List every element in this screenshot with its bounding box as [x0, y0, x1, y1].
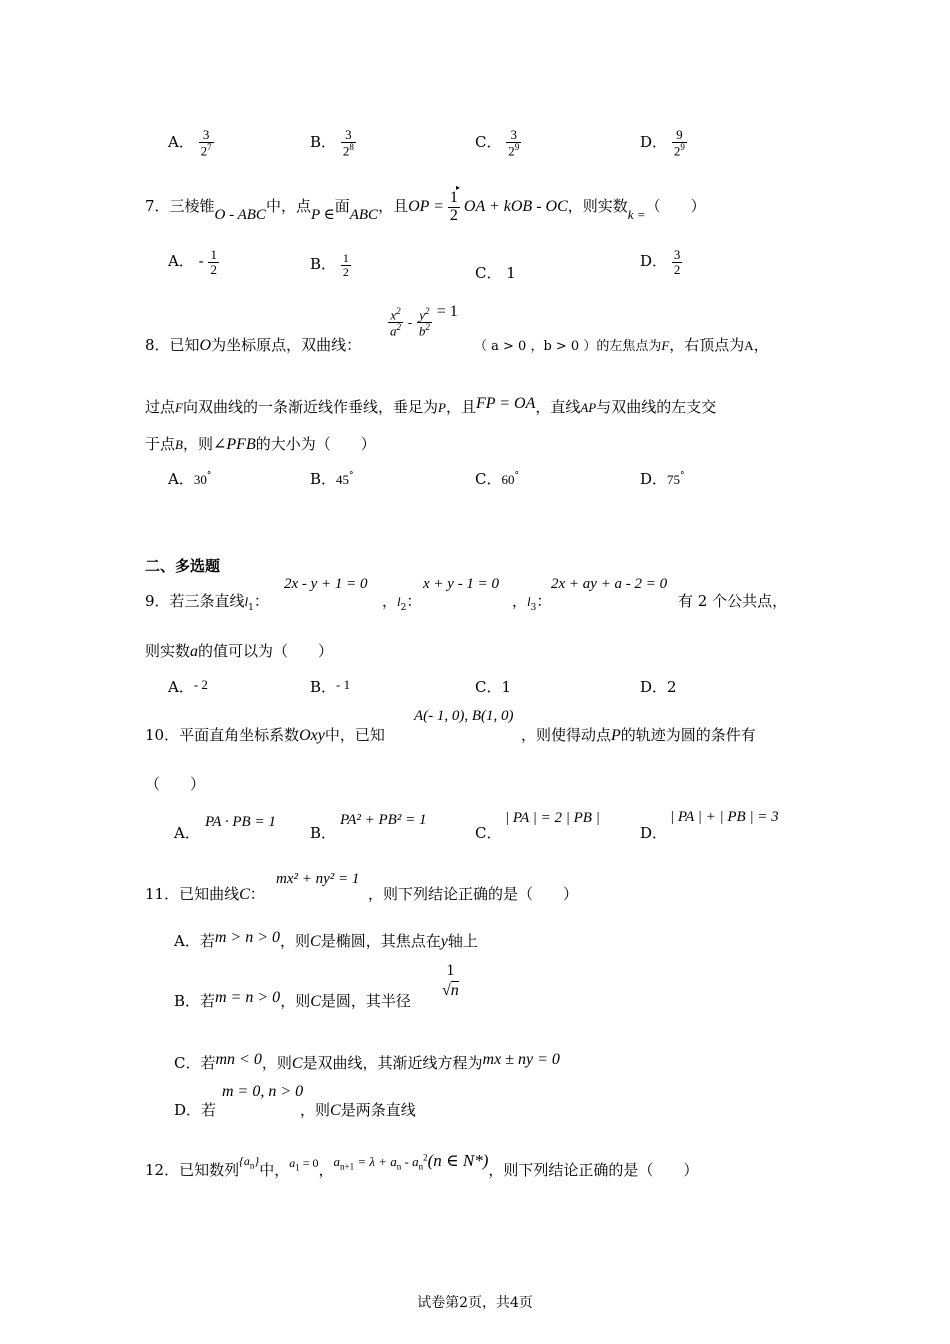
vector-equation: OP = $\frac{1}{2}$ OA + kOB - OC [408, 189, 568, 224]
section-heading: 二、多选题 [145, 557, 221, 575]
fraction: $\frac{3}{2^9}$ [508, 127, 520, 158]
radius-fraction: 1 √n [442, 962, 459, 999]
q8-line1-rest: （ a > 0 ，b > 0 ）的左焦点为F，右顶点为A， [474, 336, 769, 354]
q11-option-a[interactable]: A．若m > n > 0，则C是椭圆，其焦点在y轴上 [174, 929, 478, 950]
q9-option-d[interactable]: D．2 [640, 678, 677, 696]
option-label: D． [640, 132, 668, 151]
q10-line1: 10．平面直角坐标系数Oxy中，已知 [145, 726, 385, 744]
points-ab: A(- 1, 0), B(1, 0) [414, 708, 514, 724]
q7-option-a[interactable]: A． - $\frac{1}{2}$ [168, 247, 217, 277]
q9-option-a[interactable]: A．- 2 [168, 677, 208, 696]
q10-option-c-label[interactable]: C． [475, 824, 502, 842]
q10-option-c-value: | PA | = 2 | PB | [505, 810, 600, 826]
option-label: C． [475, 132, 502, 151]
line-l2-equation: x + y - 1 = 0 [423, 576, 500, 592]
q8-option-d[interactable]: D．75° [640, 470, 685, 488]
option-label: A． [168, 132, 194, 151]
q10-option-a-label[interactable]: A． [174, 824, 200, 842]
q11-option-d-rest: ，则C是两条直线 [300, 1101, 416, 1119]
q10-option-a-value: PA · PB = 1 [205, 814, 276, 830]
q10-option-b-value: PA² + PB² = 1 [340, 812, 427, 828]
q8-option-c[interactable]: C．60° [475, 470, 519, 488]
fraction: $\frac{9}{2^9}$ [673, 127, 685, 158]
fraction: $\frac{1}{2}$ [210, 247, 217, 277]
q11-stem: 11．已知曲线C： [145, 885, 265, 903]
q8-line1: 8．已知O为坐标原点，双曲线： [145, 336, 362, 354]
line-l1-equation: 2x - y + 1 = 0 [284, 576, 368, 592]
q10-option-d-value: | PA | + | PB | = 3 [670, 809, 779, 825]
q9-line1: 9．若三条直线$l_1$： [145, 592, 269, 613]
fraction: $\frac{3}{2}$ [673, 247, 681, 277]
q10-option-b-label[interactable]: B． [310, 824, 337, 842]
recurrence-relation: $a_{n+1} = \lambda + a_n - a_n^2(n$ ∈ N*) [333, 1151, 489, 1172]
curve-equation: mx² + ny² = 1 [276, 871, 360, 887]
fraction: $\frac{3}{2^8}$ [342, 127, 354, 158]
q8-option-a[interactable]: A．30° [168, 470, 212, 488]
q10-line1-rest: ，则使得动点P的轨迹为圆的条件有 [521, 726, 756, 744]
fraction: $\frac{3}{2^7}$ [200, 127, 212, 158]
q12-stem: 12．已知数列$^{\{a_n\}}$中，$^{a_1 = 0}$，$a_{n+1} = \lambda + a_n - a_n^2(n$ ∈ N*)，则下列结论正确的是（ ） [145, 1151, 699, 1179]
q8-option-b[interactable]: B．45° [310, 470, 354, 488]
option-label: B． [310, 132, 337, 151]
q6-option-b[interactable] [310, 128, 356, 158]
hyperbola-equation: $\frac{x^2}{a^2}$ - $\frac{y^2}{b^2}$ = 1 [390, 303, 458, 339]
q7-option-b[interactable]: B． $\frac{1}{2}$ [310, 251, 349, 279]
q9-option-c[interactable]: C．1 [475, 678, 512, 696]
q9-line2: 则实数a的值可以为（ ） [145, 642, 334, 660]
page-footer: 试卷第2页，共4页 [417, 1295, 533, 1311]
q6-option-c[interactable] [475, 128, 521, 158]
q8-line2: 过点F向双曲线的一条渐近线作垂线，垂足为P，且FP = OA，直线AP与双曲线的左支交 [145, 395, 717, 416]
q9-suffix: 有 2 个公共点， [678, 592, 788, 610]
fraction: $\frac{1}{2}$ [342, 251, 349, 279]
q11-suffix: ，则下列结论正确的是（ ） [368, 885, 579, 903]
initial-term: a1 = 0 [289, 1156, 319, 1173]
q7-option-c[interactable]: C． 1 [475, 264, 516, 282]
tetrahedron: O - ABC [214, 206, 266, 223]
q9-l2: ，$l_2$： [382, 592, 422, 613]
vector-arrow-mark: ▸ [456, 183, 461, 192]
q11-option-c[interactable]: C．若mn < 0，则C是双曲线，其渐近线方程为mx ± ny = 0 [174, 1051, 560, 1072]
q11-option-d-label[interactable]: D．若 [174, 1101, 217, 1119]
sequence-notation: {an} [239, 1154, 260, 1171]
q11-option-b[interactable]: B．若m = n > 0，则C是圆，其半径 [174, 989, 411, 1010]
q6-option-d[interactable] [640, 128, 687, 158]
q6-option-a[interactable] [168, 128, 214, 158]
q11-option-d-cond: m = 0, n > 0 [222, 1083, 304, 1100]
q9-option-b[interactable]: B．- 1 [310, 677, 351, 696]
q7-stem: 7．三棱锥O - ABC中，点P ∈面ABC，且OP = $\frac{1}{2}$ OA + kOB - OC，则实数k =（ ） [145, 189, 706, 224]
q10-paren: （ ） [145, 775, 206, 793]
q9-l3: ，$l_3$： [512, 592, 552, 613]
q10-option-d-label[interactable]: D． [640, 824, 668, 842]
q8-line3: 于点B，则∠PFB的大小为（ ） [145, 435, 376, 453]
line-l3-equation: 2x + ay + a - 2 = 0 [551, 576, 668, 592]
q7-option-d[interactable]: D． $\frac{3}{2}$ [640, 247, 681, 277]
